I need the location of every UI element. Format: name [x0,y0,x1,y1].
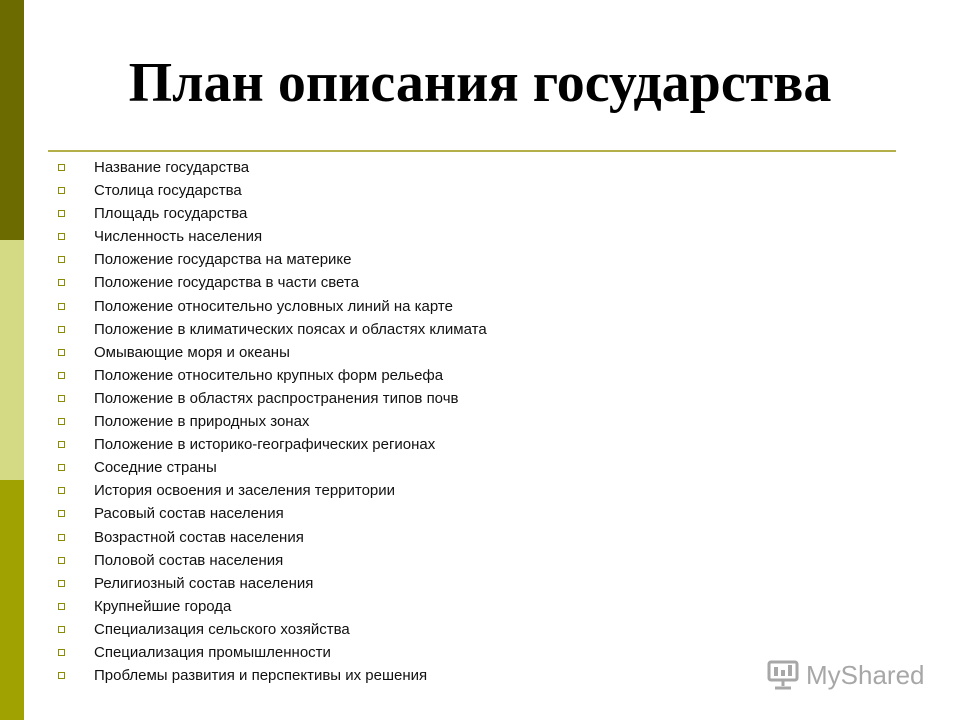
list-item-text: Площадь государства [94,205,248,223]
square-bullet-icon [58,187,65,194]
list-item-text: Расовый состав населения [94,505,284,523]
list-item-text: Название государства [94,159,250,176]
list-item-text: Положение в климатических поясах и областях климата [94,320,487,338]
list-item-text: Крупнейшие города [94,597,232,615]
list-item-text: Столица государства [94,182,242,200]
list-item-text: Положение государства в части света [94,274,359,292]
square-bullet-icon [58,557,65,564]
square-bullet-icon [58,233,65,240]
side-bar-light-segment [0,240,24,480]
square-bullet-icon [58,349,65,356]
list-item-text: Специализация промышленности [94,643,331,661]
list-item-text: Положение в историко-географических регионах [94,436,436,454]
list-item-text: Омывающие моря и океаны [94,343,290,361]
square-bullet-icon [58,464,65,471]
title-divider [48,150,896,152]
side-bar-dark-segment [0,0,24,240]
square-bullet-icon [58,326,65,333]
list-item-text: История освоения и заселения территории [94,482,396,500]
side-bar-mid-segment [0,480,24,720]
list-item-text: Положение относительно условных линий на карте [94,297,453,315]
square-bullet-icon [58,372,65,379]
square-bullet-icon [58,603,65,610]
list-item-text: Численность населения [94,228,263,246]
square-bullet-icon [58,649,65,656]
square-bullet-icon [58,510,65,517]
square-bullet-icon [58,279,65,286]
watermark-text: MyShared [806,659,925,690]
square-bullet-icon [58,626,65,633]
list-item-text: Религиозный состав населения [94,574,314,592]
list-item-text: Положение государства на материке [94,251,352,269]
square-bullet-icon [58,534,65,541]
square-bullet-icon [58,580,65,587]
list-item-text: Положение относительно крупных форм рельефа [94,366,444,384]
square-bullet-icon [58,672,65,679]
list-item-text: Соседние страны [94,459,217,477]
slide-title: План описания государства [128,52,832,114]
square-bullet-icon [58,441,65,448]
list-item-text: Положение в природных зонах [94,413,310,431]
square-bullet-icon [58,418,65,425]
list-item-text: Положение в областях распространения типов почв [94,389,459,407]
list-item-text: Проблемы развития и перспективы их решения [94,667,428,685]
presentation-screen-icon [766,660,800,690]
square-bullet-icon [58,164,65,171]
list-item-text: Половой состав населения [94,551,284,569]
square-bullet-icon [58,487,65,494]
square-bullet-icon [58,210,65,217]
square-bullet-icon [58,256,65,263]
square-bullet-icon [58,395,65,402]
square-bullet-icon [58,303,65,310]
myshared-watermark[interactable] [766,655,925,695]
list-item-text: Специализация сельского хозяйства [94,620,350,638]
list-item-text: Возрастной состав населения [94,528,304,546]
